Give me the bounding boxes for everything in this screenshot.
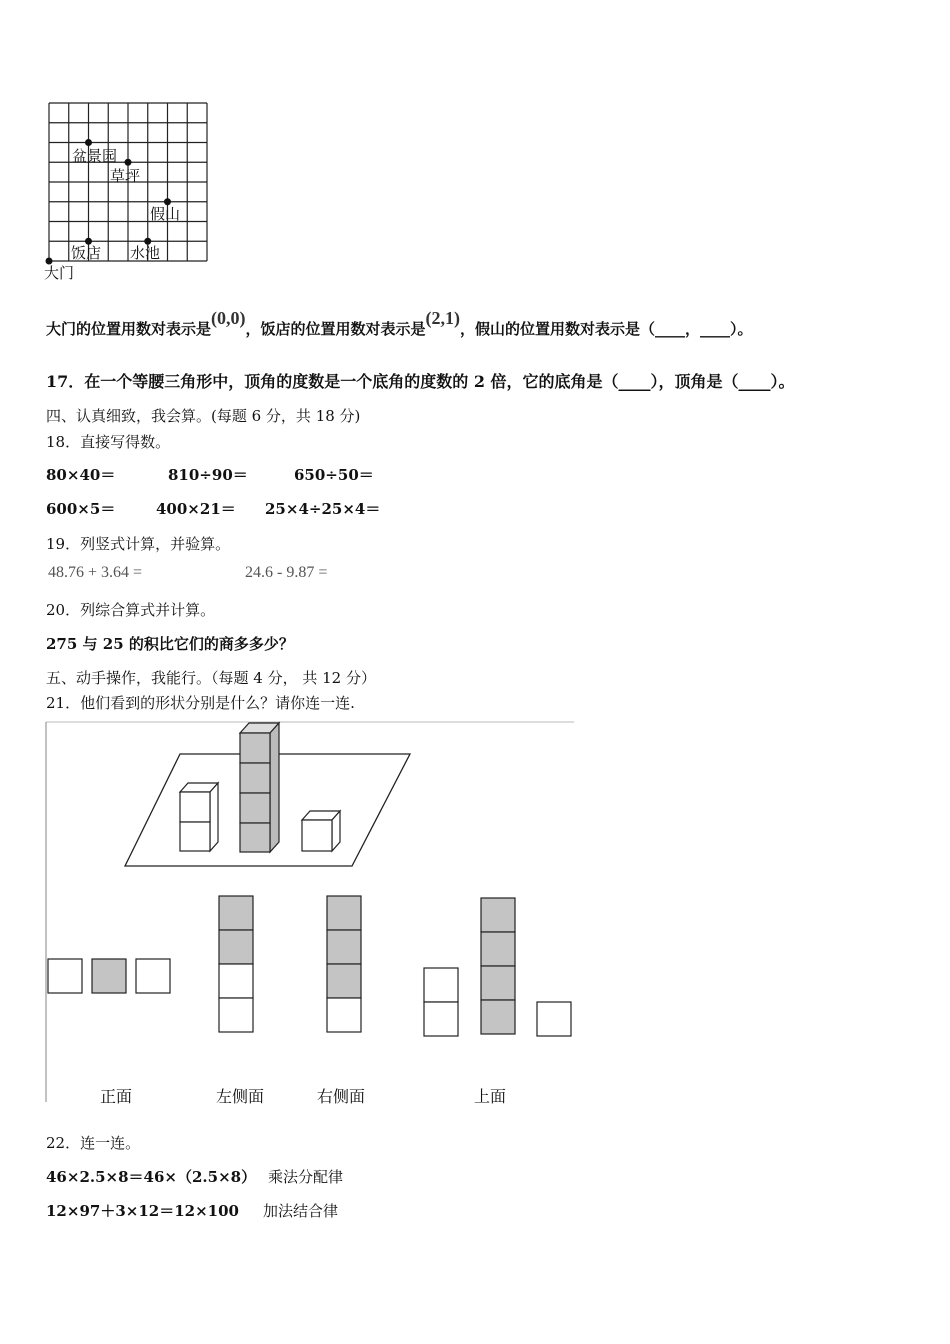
- label-lawn: 草坪: [110, 167, 141, 185]
- label-rockery: 假山: [150, 205, 181, 223]
- q16-line: [46, 308, 753, 339]
- q16-pair2: (2,1): [425, 308, 461, 328]
- q19-expr2: 24.6 - 9.87 =: [245, 564, 328, 581]
- q18-r1c1: 80×40＝: [46, 466, 116, 484]
- q22-row1-expr: 46×2.5×8＝46×（2.5×8）: [46, 1168, 257, 1186]
- label-gate: 大门: [44, 264, 75, 282]
- q16-part3: ，假山的位置用数对表示是（____，____）。: [460, 320, 753, 338]
- q17-text: 17．在一个等腰三角形中，顶角的度数是一个底角的度数的 2 倍，它的底角是（____），顶角是（____）。: [46, 372, 795, 391]
- view-label-front: 正面: [100, 1087, 133, 1106]
- view-label-right: 右侧面: [317, 1087, 366, 1106]
- q21-figure: [40, 718, 580, 1113]
- label-pool: 水池: [130, 244, 161, 262]
- q19-expr1: 48.76 + 3.64 =: [48, 564, 143, 581]
- right-cube: [302, 811, 340, 851]
- section5-heading: 五、动手操作，我能行。（每题 4 分， 共 12 分）: [46, 669, 376, 687]
- section4-heading: 四、认真细致，我会算。(每题 6 分，共 18 分): [46, 407, 361, 425]
- q16-pair1: (0,0): [211, 308, 246, 328]
- q18-r2c3: 25×4÷25×4＝: [265, 500, 381, 518]
- q18-text: 18．直接写得数。: [46, 433, 171, 451]
- view-right-shape: [327, 896, 361, 1032]
- point-lawn: [125, 159, 132, 166]
- point-garden: [85, 139, 92, 146]
- q18-r2c2: 400×21＝: [156, 500, 236, 518]
- q22-row1-law: 乘法分配律: [268, 1168, 344, 1186]
- q18-r1c3: 650÷50＝: [294, 466, 374, 484]
- view-label-top: 上面: [474, 1087, 507, 1106]
- q22-row2-law: 加法结合律: [263, 1202, 339, 1220]
- label-garden: 盆景园: [72, 147, 118, 165]
- q20-question: 275 与 25 的积比它们的商多多少？: [46, 635, 294, 653]
- q21-text: 21．他们看到的形状分别是什么？请你连一连.: [46, 694, 355, 712]
- view-label-left: 左侧面: [216, 1087, 265, 1106]
- q22-text: 22．连一连。: [46, 1134, 141, 1152]
- view-top-shape: [424, 898, 571, 1036]
- q16-part1: 大门的位置用数对表示是: [46, 320, 212, 338]
- left-cube-stack: [180, 783, 218, 851]
- q22-row2-expr: 12×97＋3×12＝12×100: [46, 1202, 239, 1220]
- coordinate-map: [40, 95, 220, 285]
- q20-text: 20．列综合算式并计算。: [46, 601, 216, 619]
- q18-r2c1: 600×5＝: [46, 500, 116, 518]
- label-restaurant: 饭店: [71, 244, 102, 262]
- middle-cube-stack: [240, 723, 279, 852]
- view-front-shape: [48, 959, 170, 993]
- q19-text: 19．列竖式计算，并验算。: [46, 535, 231, 553]
- q18-r1c2: 810÷90＝: [168, 466, 248, 484]
- view-left-shape: [219, 896, 253, 1032]
- q16-part2: ，饭店的位置用数对表示是: [245, 320, 426, 338]
